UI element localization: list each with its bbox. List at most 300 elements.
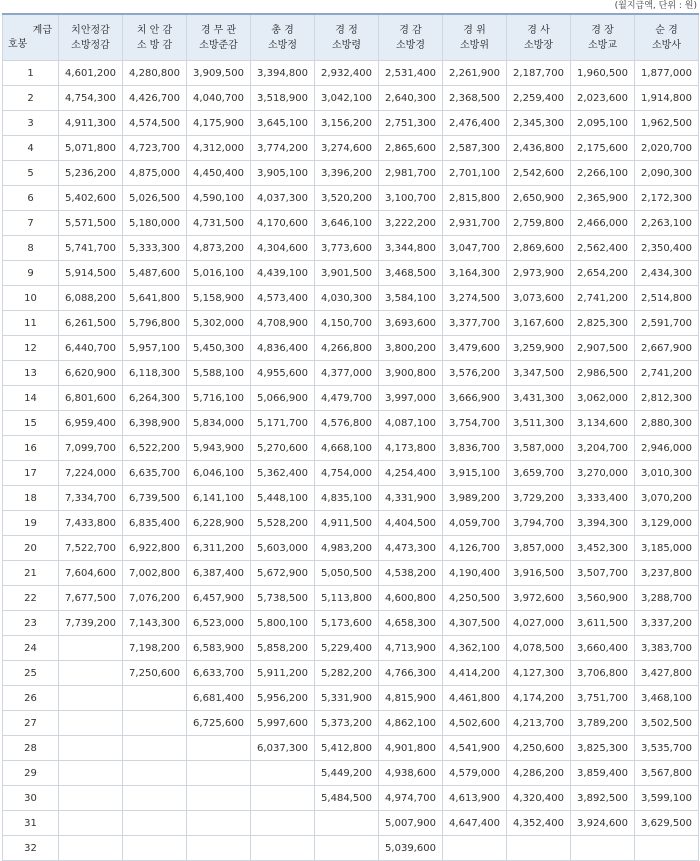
salary-cell: 4,037,300 <box>251 186 315 211</box>
salary-cell: 4,502,600 <box>443 711 507 736</box>
salary-cell: 2,514,800 <box>635 286 699 311</box>
column-header-police-rank: 경 감 <box>399 24 422 36</box>
table-row <box>3 236 699 261</box>
salary-cell: 3,134,600 <box>571 411 635 436</box>
salary-cell: 2,261,900 <box>443 61 507 86</box>
salary-cell: 3,794,700 <box>507 511 571 536</box>
column-header-5 <box>315 14 379 61</box>
table-row <box>3 86 699 111</box>
salary-cell: 3,584,100 <box>379 286 443 311</box>
column-header-7 <box>443 14 507 61</box>
step-cell: 20 <box>3 536 59 561</box>
salary-cell: 5,282,200 <box>315 661 379 686</box>
salary-cell: 3,333,400 <box>571 486 635 511</box>
salary-cell: 5,071,800 <box>59 136 123 161</box>
step-cell: 29 <box>3 761 59 786</box>
step-cell: 28 <box>3 736 59 761</box>
salary-cell: 4,862,100 <box>379 711 443 736</box>
salary-cell <box>59 836 123 861</box>
salary-cell: 3,729,200 <box>507 486 571 511</box>
column-header-3 <box>187 14 251 61</box>
salary-cell: 5,331,900 <box>315 686 379 711</box>
salary-cell: 4,836,400 <box>251 336 315 361</box>
table-row <box>3 736 699 761</box>
column-header-fire-rank: 소방위 <box>460 39 489 51</box>
table-body <box>3 61 699 861</box>
table-row <box>3 336 699 361</box>
salary-cell: 7,250,600 <box>123 661 187 686</box>
salary-cell <box>123 736 187 761</box>
salary-cell: 2,865,600 <box>379 136 443 161</box>
salary-cell: 4,708,900 <box>251 311 315 336</box>
salary-cell <box>123 811 187 836</box>
salary-cell: 3,010,300 <box>635 461 699 486</box>
table-row <box>3 436 699 461</box>
salary-cell: 3,825,300 <box>571 736 635 761</box>
salary-cell: 4,030,300 <box>315 286 379 311</box>
salary-cell: 2,090,300 <box>635 161 699 186</box>
salary-cell: 2,263,100 <box>635 211 699 236</box>
salary-cell: 4,174,200 <box>507 686 571 711</box>
salary-cell: 3,167,600 <box>507 311 571 336</box>
salary-cell <box>187 736 251 761</box>
salary-cell: 6,398,900 <box>123 411 187 436</box>
salary-cell: 3,502,500 <box>635 711 699 736</box>
salary-cell: 5,007,900 <box>379 811 443 836</box>
salary-cell: 5,528,200 <box>251 511 315 536</box>
column-header-9 <box>571 14 635 61</box>
salary-cell: 3,274,500 <box>443 286 507 311</box>
salary-cell <box>123 836 187 861</box>
salary-cell <box>187 836 251 861</box>
salary-cell: 2,259,400 <box>507 86 571 111</box>
salary-cell: 2,350,400 <box>635 236 699 261</box>
salary-cell <box>123 786 187 811</box>
salary-cell: 4,078,500 <box>507 636 571 661</box>
salary-cell: 4,815,900 <box>379 686 443 711</box>
table-row <box>3 411 699 436</box>
step-cell: 30 <box>3 786 59 811</box>
salary-cell <box>315 836 379 861</box>
salary-cell: 4,404,500 <box>379 511 443 536</box>
salary-cell: 4,352,400 <box>507 811 571 836</box>
salary-cell: 2,654,200 <box>571 261 635 286</box>
salary-cell: 6,387,400 <box>187 561 251 586</box>
column-header-police-rank: 경 사 <box>527 24 550 36</box>
salary-cell: 3,660,400 <box>571 636 635 661</box>
salary-cell: 3,479,600 <box>443 336 507 361</box>
salary-cell: 3,344,800 <box>379 236 443 261</box>
salary-cell: 3,062,000 <box>571 386 635 411</box>
salary-cell: 6,801,600 <box>59 386 123 411</box>
salary-cell: 5,270,600 <box>251 436 315 461</box>
salary-cell: 4,723,700 <box>123 136 187 161</box>
salary-cell: 6,046,100 <box>187 461 251 486</box>
salary-cell: 3,237,800 <box>635 561 699 586</box>
salary-cell: 4,579,000 <box>443 761 507 786</box>
salary-cell: 2,172,300 <box>635 186 699 211</box>
salary-cell: 4,938,600 <box>379 761 443 786</box>
salary-cell: 2,701,100 <box>443 161 507 186</box>
salary-cell: 4,439,100 <box>251 261 315 286</box>
salary-cell: 3,507,700 <box>571 561 635 586</box>
step-cell: 14 <box>3 386 59 411</box>
step-cell: 22 <box>3 586 59 611</box>
step-cell: 19 <box>3 511 59 536</box>
salary-cell: 4,974,700 <box>379 786 443 811</box>
salary-cell: 6,835,400 <box>123 511 187 536</box>
salary-cell: 5,800,100 <box>251 611 315 636</box>
salary-cell: 1,962,500 <box>635 111 699 136</box>
salary-cell: 4,250,600 <box>507 736 571 761</box>
salary-cell: 3,100,700 <box>379 186 443 211</box>
column-header-police-rank: 경 위 <box>463 24 486 36</box>
salary-cell: 4,286,200 <box>507 761 571 786</box>
salary-cell: 3,666,900 <box>443 386 507 411</box>
salary-cell: 4,377,000 <box>315 361 379 386</box>
salary-cell: 3,645,100 <box>251 111 315 136</box>
salary-cell: 3,377,700 <box>443 311 507 336</box>
grade-axis-label: 계급 <box>32 25 52 36</box>
salary-cell: 3,789,200 <box>571 711 635 736</box>
table-row <box>3 136 699 161</box>
step-cell: 7 <box>3 211 59 236</box>
salary-cell: 6,739,500 <box>123 486 187 511</box>
salary-cell <box>59 786 123 811</box>
salary-cell: 4,911,300 <box>59 111 123 136</box>
salary-cell: 4,040,700 <box>187 86 251 111</box>
step-cell: 25 <box>3 661 59 686</box>
salary-cell: 6,725,600 <box>187 711 251 736</box>
salary-cell: 3,394,300 <box>571 511 635 536</box>
table-row <box>3 536 699 561</box>
step-axis-label: 호봉 <box>8 39 28 50</box>
step-cell: 2 <box>3 86 59 111</box>
salary-cell: 5,158,900 <box>187 286 251 311</box>
column-header-6 <box>379 14 443 61</box>
salary-cell: 4,461,800 <box>443 686 507 711</box>
table-row <box>3 361 699 386</box>
salary-cell: 3,204,700 <box>571 436 635 461</box>
salary-cell: 5,603,000 <box>251 536 315 561</box>
salary-cell: 7,143,300 <box>123 611 187 636</box>
salary-cell: 4,647,400 <box>443 811 507 836</box>
salary-cell: 4,601,200 <box>59 61 123 86</box>
salary-cell: 6,037,300 <box>251 736 315 761</box>
salary-cell: 3,560,900 <box>571 586 635 611</box>
salary-cell: 4,027,000 <box>507 611 571 636</box>
step-cell: 12 <box>3 336 59 361</box>
table-row <box>3 561 699 586</box>
salary-cell: 3,070,200 <box>635 486 699 511</box>
salary-cell: 5,943,900 <box>187 436 251 461</box>
salary-cell: 5,016,100 <box>187 261 251 286</box>
salary-cell: 5,236,200 <box>59 161 123 186</box>
salary-cell: 3,468,100 <box>635 686 699 711</box>
salary-cell: 7,677,500 <box>59 586 123 611</box>
salary-cell: 2,542,600 <box>507 161 571 186</box>
salary-cell: 2,466,000 <box>571 211 635 236</box>
salary-cell: 7,522,700 <box>59 536 123 561</box>
salary-cell: 4,414,200 <box>443 661 507 686</box>
step-cell: 23 <box>3 611 59 636</box>
salary-cell: 4,713,900 <box>379 636 443 661</box>
salary-cell: 6,922,800 <box>123 536 187 561</box>
salary-cell: 3,518,900 <box>251 86 315 111</box>
salary-cell: 2,020,700 <box>635 136 699 161</box>
salary-cell <box>59 636 123 661</box>
salary-cell: 2,266,100 <box>571 161 635 186</box>
salary-cell: 3,576,200 <box>443 361 507 386</box>
salary-cell: 4,059,700 <box>443 511 507 536</box>
salary-cell: 2,741,200 <box>635 361 699 386</box>
salary-cell: 2,815,800 <box>443 186 507 211</box>
salary-cell: 5,362,400 <box>251 461 315 486</box>
salary-cell <box>251 786 315 811</box>
salary-cell <box>251 811 315 836</box>
salary-cell: 3,156,200 <box>315 111 379 136</box>
salary-cell: 5,229,400 <box>315 636 379 661</box>
column-header-police-rank: 순 경 <box>655 24 678 36</box>
salary-cell: 4,250,500 <box>443 586 507 611</box>
salary-cell: 3,915,100 <box>443 461 507 486</box>
salary-cell: 4,254,400 <box>379 461 443 486</box>
salary-cell: 7,739,200 <box>59 611 123 636</box>
table-header <box>3 14 699 61</box>
step-cell: 18 <box>3 486 59 511</box>
step-cell: 13 <box>3 361 59 386</box>
table-row <box>3 586 699 611</box>
column-header-fire-rank: 소방정 <box>268 39 297 51</box>
salary-cell: 4,450,400 <box>187 161 251 186</box>
salary-cell: 2,981,700 <box>379 161 443 186</box>
salary-cell: 4,983,200 <box>315 536 379 561</box>
salary-cell: 4,087,100 <box>379 411 443 436</box>
salary-cell: 4,127,300 <box>507 661 571 686</box>
table-row <box>3 211 699 236</box>
salary-cell: 5,997,600 <box>251 711 315 736</box>
salary-cell: 2,436,800 <box>507 136 571 161</box>
salary-cell: 5,113,800 <box>315 586 379 611</box>
salary-cell: 5,484,500 <box>315 786 379 811</box>
salary-cell: 3,129,000 <box>635 511 699 536</box>
salary-cell: 5,039,600 <box>379 836 443 861</box>
salary-cell: 3,900,800 <box>379 361 443 386</box>
salary-cell: 5,741,700 <box>59 236 123 261</box>
salary-cell: 5,412,800 <box>315 736 379 761</box>
salary-cell: 5,487,600 <box>123 261 187 286</box>
salary-cell: 2,434,300 <box>635 261 699 286</box>
column-header-fire-rank: 소방령 <box>332 39 361 51</box>
salary-cell: 4,873,200 <box>187 236 251 261</box>
table-row <box>3 461 699 486</box>
salary-cell: 6,440,700 <box>59 336 123 361</box>
salary-cell: 3,047,700 <box>443 236 507 261</box>
column-header-fire-rank: 소방교 <box>588 39 617 51</box>
salary-cell: 2,591,700 <box>635 311 699 336</box>
salary-cell: 3,427,800 <box>635 661 699 686</box>
salary-cell: 3,599,100 <box>635 786 699 811</box>
salary-cell: 6,583,900 <box>187 636 251 661</box>
salary-cell: 2,869,600 <box>507 236 571 261</box>
column-header-police-rank: 경 정 <box>335 24 358 36</box>
salary-cell: 3,836,700 <box>443 436 507 461</box>
salary-cell: 6,681,400 <box>187 686 251 711</box>
column-header-8 <box>507 14 571 61</box>
step-cell: 17 <box>3 461 59 486</box>
salary-cell: 4,766,300 <box>379 661 443 686</box>
salary-cell: 3,347,500 <box>507 361 571 386</box>
salary-cell: 2,751,300 <box>379 111 443 136</box>
column-header-fire-rank: 소방장 <box>524 39 553 51</box>
salary-cell: 5,911,200 <box>251 661 315 686</box>
salary-cell: 5,796,800 <box>123 311 187 336</box>
salary-cell: 5,402,600 <box>59 186 123 211</box>
salary-cell: 1,960,500 <box>571 61 635 86</box>
salary-cell: 4,331,900 <box>379 486 443 511</box>
salary-cell: 6,228,900 <box>187 511 251 536</box>
salary-cell <box>187 786 251 811</box>
salary-cell: 3,288,700 <box>635 586 699 611</box>
table-row <box>3 386 699 411</box>
salary-cell: 4,150,700 <box>315 311 379 336</box>
salary-cell: 5,957,100 <box>123 336 187 361</box>
salary-cell: 4,835,100 <box>315 486 379 511</box>
salary-cell: 3,042,100 <box>315 86 379 111</box>
salary-cell: 4,126,700 <box>443 536 507 561</box>
column-header-police-rank: 경 무 관 <box>200 24 237 36</box>
salary-cell: 3,394,800 <box>251 61 315 86</box>
salary-cell <box>123 711 187 736</box>
salary-cell: 3,754,700 <box>443 411 507 436</box>
salary-cell: 3,587,000 <box>507 436 571 461</box>
salary-cell: 3,693,600 <box>379 311 443 336</box>
column-header-police-rank: 치안정감 <box>71 24 110 36</box>
salary-cell: 3,337,200 <box>635 611 699 636</box>
table-row <box>3 261 699 286</box>
table-row <box>3 761 699 786</box>
table-row <box>3 786 699 811</box>
salary-cell: 4,613,900 <box>443 786 507 811</box>
salary-cell: 4,280,800 <box>123 61 187 86</box>
salary-cell: 4,911,500 <box>315 511 379 536</box>
salary-cell: 5,066,900 <box>251 386 315 411</box>
salary-cell: 4,175,900 <box>187 111 251 136</box>
column-header-10 <box>635 14 699 61</box>
salary-cell <box>123 686 187 711</box>
salary-cell: 3,270,000 <box>571 461 635 486</box>
salary-cell: 6,141,100 <box>187 486 251 511</box>
salary-cell: 4,266,800 <box>315 336 379 361</box>
step-cell: 15 <box>3 411 59 436</box>
salary-cell: 4,320,400 <box>507 786 571 811</box>
salary-cell <box>187 761 251 786</box>
salary-cell: 5,834,000 <box>187 411 251 436</box>
table-row <box>3 61 699 86</box>
salary-cell <box>507 836 571 861</box>
salary-cell: 7,076,200 <box>123 586 187 611</box>
salary-cell: 2,907,500 <box>571 336 635 361</box>
salary-cell: 2,023,600 <box>571 86 635 111</box>
salary-cell: 3,520,200 <box>315 186 379 211</box>
salary-cell: 5,738,500 <box>251 586 315 611</box>
column-header-police-rank: 총 경 <box>271 24 294 36</box>
column-header-police-rank: 경 장 <box>591 24 614 36</box>
salary-cell: 3,774,200 <box>251 136 315 161</box>
salary-cell: 2,095,100 <box>571 111 635 136</box>
salary-cell: 2,562,400 <box>571 236 635 261</box>
salary-cell: 5,956,200 <box>251 686 315 711</box>
salary-cell: 4,576,800 <box>315 411 379 436</box>
salary-cell: 3,773,600 <box>315 236 379 261</box>
salary-cell: 5,914,500 <box>59 261 123 286</box>
table-row <box>3 611 699 636</box>
table-row <box>3 186 699 211</box>
salary-cell: 5,641,800 <box>123 286 187 311</box>
salary-table <box>2 13 699 861</box>
step-cell: 26 <box>3 686 59 711</box>
salary-cell: 3,901,500 <box>315 261 379 286</box>
salary-cell: 6,264,300 <box>123 386 187 411</box>
salary-cell <box>315 811 379 836</box>
header-row <box>3 14 699 61</box>
salary-cell <box>59 661 123 686</box>
salary-cell: 5,571,500 <box>59 211 123 236</box>
salary-cell: 3,164,300 <box>443 261 507 286</box>
salary-cell: 6,118,300 <box>123 361 187 386</box>
salary-cell: 6,088,200 <box>59 286 123 311</box>
salary-cell <box>59 761 123 786</box>
table-row <box>3 636 699 661</box>
table-row <box>3 811 699 836</box>
salary-cell: 5,716,100 <box>187 386 251 411</box>
salary-cell: 4,190,400 <box>443 561 507 586</box>
step-cell: 4 <box>3 136 59 161</box>
step-cell: 5 <box>3 161 59 186</box>
salary-cell: 2,476,400 <box>443 111 507 136</box>
step-cell: 31 <box>3 811 59 836</box>
salary-cell: 2,741,200 <box>571 286 635 311</box>
step-cell: 9 <box>3 261 59 286</box>
salary-cell: 6,311,200 <box>187 536 251 561</box>
salary-cell: 3,629,500 <box>635 811 699 836</box>
salary-cell: 3,924,600 <box>571 811 635 836</box>
salary-cell: 6,457,900 <box>187 586 251 611</box>
salary-cell: 4,875,000 <box>123 161 187 186</box>
salary-cell <box>635 836 699 861</box>
step-cell: 27 <box>3 711 59 736</box>
salary-cell: 7,099,700 <box>59 436 123 461</box>
salary-cell: 7,198,200 <box>123 636 187 661</box>
step-cell: 6 <box>3 186 59 211</box>
salary-cell: 6,523,000 <box>187 611 251 636</box>
salary-cell: 3,222,200 <box>379 211 443 236</box>
salary-cell: 2,825,300 <box>571 311 635 336</box>
salary-cell <box>59 736 123 761</box>
salary-cell: 4,479,700 <box>315 386 379 411</box>
salary-cell <box>59 811 123 836</box>
salary-cell: 6,633,700 <box>187 661 251 686</box>
step-cell: 24 <box>3 636 59 661</box>
column-header-fire-rank: 소방준감 <box>199 39 238 51</box>
salary-cell: 2,365,900 <box>571 186 635 211</box>
salary-cell <box>251 761 315 786</box>
table-row <box>3 511 699 536</box>
salary-cell: 5,858,200 <box>251 636 315 661</box>
salary-cell: 5,026,500 <box>123 186 187 211</box>
salary-cell: 4,658,300 <box>379 611 443 636</box>
salary-cell: 3,259,900 <box>507 336 571 361</box>
